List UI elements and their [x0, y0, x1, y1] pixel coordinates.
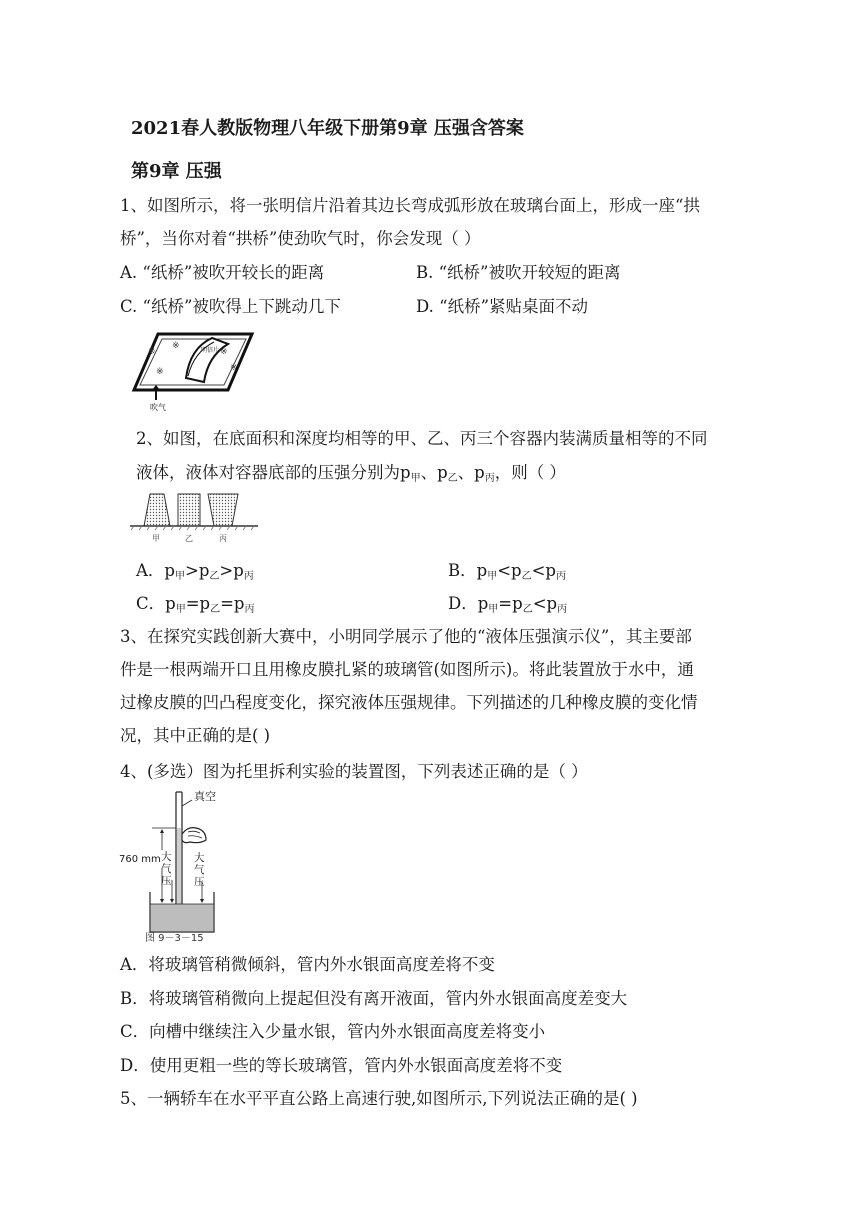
q4-figure-caption: 图 9－3－15 [145, 933, 204, 944]
q2-option-b: B．p甲<p乙<p丙 [448, 561, 566, 582]
svg-text:※: ※ [148, 347, 156, 357]
q2-option-d: D．p甲=p乙<p丙 [448, 594, 568, 615]
q2-figure-label-jia: 甲 [152, 534, 160, 543]
q4-option-a: A．将玻璃管稍微倾斜，管内外水银面高度差将不变 [120, 955, 495, 974]
q4-figure-vacuum-label: 真空 [194, 790, 216, 803]
q5-stem: 5、一辆轿车在水平平直公路上高速行驶,如图所示,下列说法正确的是( ) [120, 1089, 638, 1108]
chapter-title: 第9章 压强 [131, 161, 222, 182]
q1-figure-label: 吹气 [150, 403, 166, 412]
q2-option-a: A．p甲>p乙>p丙 [136, 561, 254, 582]
svg-text:※: ※ [230, 363, 238, 373]
q2-figure-containers [128, 490, 260, 544]
q1-stem-line1: 1、如图所示，将一张明信片沿着其边长弯成弧形放在玻璃台面上，形成一座“拱 [120, 196, 700, 215]
q1-figure-card-text: 明信片 [201, 347, 220, 354]
q4-figure-atm-label-left: 大气压 [161, 851, 172, 887]
q2-option-c: C．p甲=p乙=p丙 [136, 594, 255, 615]
q4-stem: 4、(多选）图为托里拆利实验的装置图，下列表述正确的是（ ） [120, 762, 588, 781]
q2-stem-line1: 2、如图，在底面积和深度均相等的甲、乙、丙三个容器内装满质量相等的不同 [136, 429, 708, 448]
q1-option-a: A. “纸桥”被吹开较长的距离 [120, 263, 325, 282]
q3-stem-line3: 过橡皮膜的凹凸程度变化，探究液体压强规律。下列描述的几种橡皮膜的变化情 [120, 693, 698, 712]
q1-option-c: C. “纸桥”被吹得上下跳动几下 [120, 297, 341, 316]
q2-stem-line2: 液体，液体对容器底部的压强分别为p甲、p乙、p丙，则（ ） [136, 463, 566, 484]
q2-figure-label-bing: 丙 [219, 534, 227, 543]
q3-stem-line4: 况，其中正确的是( ) [120, 726, 271, 745]
svg-text:※: ※ [156, 367, 164, 377]
q1-figure-paper-bridge [128, 330, 258, 412]
q4-figure-atm-label-right: 大气压 [194, 852, 205, 888]
q1-stem-line2: 桥”，当你对着“拱桥”使劲吹气时，你会发现（ ） [120, 229, 481, 248]
q3-stem-line2: 件是一根两端开口且用橡皮膜扎紧的玻璃管(如图所示)。将此装置放于水中，通 [120, 660, 694, 679]
svg-text:※: ※ [172, 341, 180, 351]
q4-option-c: C．向槽中继续注入少量水银，管内外水银面高度差将变小 [120, 1022, 546, 1041]
svg-text:※: ※ [220, 347, 228, 357]
q1-option-b: B. “纸桥”被吹开较短的距离 [416, 263, 621, 282]
q2-figure-label-yi: 乙 [185, 534, 193, 543]
q4-figure-height-label: 760 mm [119, 854, 161, 865]
q4-option-b: B．将玻璃管稍微向上提起但没有离开液面，管内外水银面高度差变大 [120, 989, 628, 1008]
q1-option-d: D. “纸桥”紧贴桌面不动 [416, 297, 589, 316]
document-title: 2021春人教版物理八年级下册第9章 压强含答案 [131, 118, 524, 139]
q3-stem-line1: 3、在探究实践创新大赛中，小明同学展示了他的“液体压强演示仪”，其主要部 [120, 627, 692, 646]
q4-figure-torricelli [140, 786, 240, 946]
q4-option-d: D．使用更粗一些的等长玻璃管，管内外水银面高度差将不变 [120, 1056, 563, 1075]
